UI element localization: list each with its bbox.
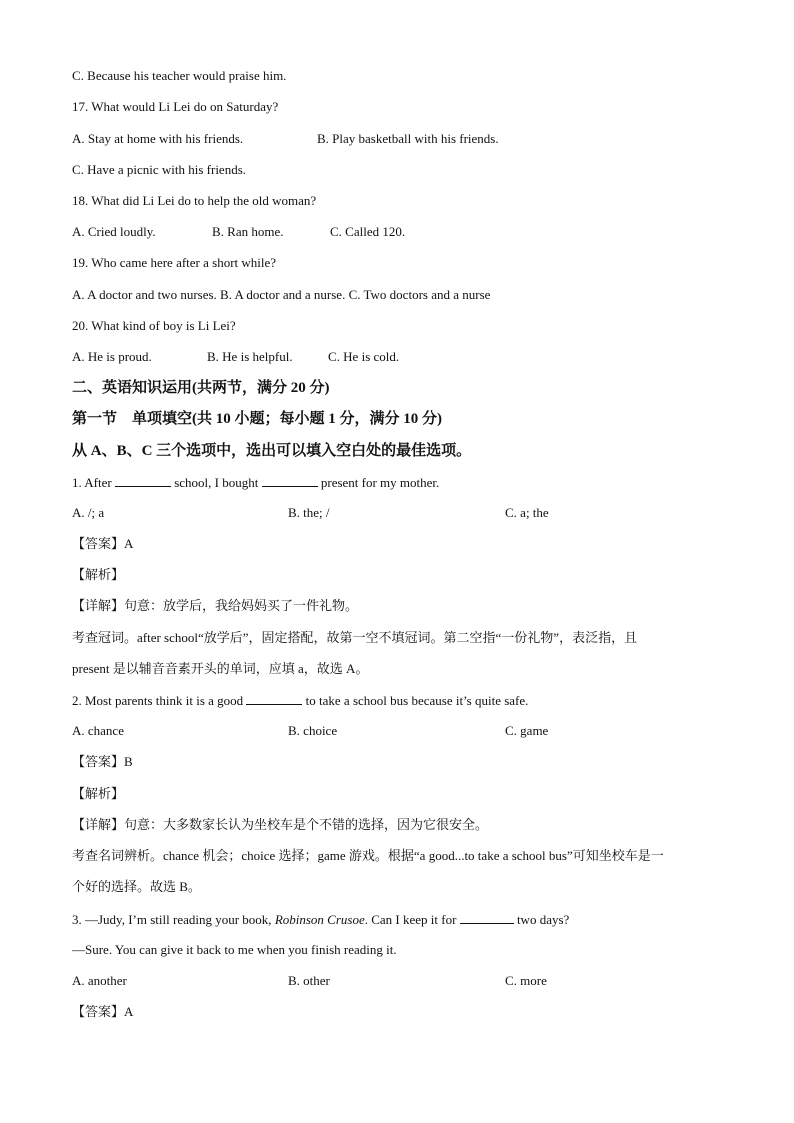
item1-blank-2: [262, 474, 318, 487]
item1-blank-1: [115, 474, 171, 487]
q18-option-b: B. Ran home.: [212, 224, 284, 239]
item2-options-row: [72, 723, 732, 739]
item2-detail-text: 句意：大多数家长认为坐校车是个不错的选择，因为它很安全。: [124, 817, 489, 832]
item3-options-row: [72, 973, 732, 989]
detail-tag: 【详解】: [72, 599, 125, 614]
item2-stem-part2: to take a school bus because it’s quite safe.: [305, 693, 529, 708]
q20-options-row: [72, 349, 732, 365]
item2-answer-value: B: [124, 754, 133, 769]
item2-stem: [72, 692, 528, 709]
q20-question: 20. What kind of boy is Li Lei?: [72, 318, 236, 333]
item2-blank: [246, 692, 302, 705]
q16-option-c: C. Because his teacher would praise him.: [72, 68, 287, 83]
item2-explain-line-1: 考查名词辨析。chance 机会；choice 选择；game 游戏。根据“a good...to take a school bus”可知坐校车是一: [72, 848, 664, 863]
q19-question: 19. Who came here after a short while?: [72, 255, 277, 270]
item1-answer: [72, 536, 133, 553]
q17-option-b: B. Play basketball with his friends.: [317, 131, 499, 146]
q17-options-row: [72, 131, 732, 147]
item3-blank: [460, 911, 514, 924]
q18-option-c: C. Called 120.: [330, 224, 406, 239]
item1-stem-part1: 1. After: [72, 475, 112, 490]
item1-options-row: [72, 505, 732, 521]
item1-option-a: A. /; a: [72, 505, 105, 520]
section-2-title: 二、英语知识运用(共两节，满分 20 分): [72, 380, 330, 396]
q17-option-c: C. Have a picnic with his friends.: [72, 162, 247, 177]
q17-option-a: A. Stay at home with his friends.: [72, 131, 244, 146]
item3-reply: —Sure. You can give it back to me when you finish reading it.: [72, 942, 397, 957]
item1-stem: [72, 474, 439, 491]
part-1-instruction: 从 A、B、C 三个选项中，选出可以填入空白处的最佳选项。: [72, 443, 472, 459]
item1-answer-value: A: [124, 536, 134, 551]
item1-option-c: C. a; the: [505, 505, 549, 520]
item3-book-title: Robinson Crusoe: [274, 912, 365, 927]
item3-answer: [72, 1004, 133, 1021]
answer-tag: 【答案】: [72, 755, 125, 770]
part-1-title: 第一节 单项填空(共 10 小题；每小题 1 分，满分 10 分): [72, 411, 442, 427]
item1-stem-part3: present for my mother.: [320, 475, 440, 490]
item2-detail: [72, 817, 488, 834]
item3-option-a: A. another: [72, 973, 127, 988]
detail-tag: 【详解】: [72, 818, 125, 833]
item3-option-b: B. other: [288, 973, 330, 988]
item1-stem-part2: school, I bought: [174, 475, 259, 490]
item3-stem: [72, 911, 569, 928]
item2-answer: [72, 754, 133, 771]
item3-stem-part2: . Can I keep it for: [364, 912, 457, 927]
item1-analysis: [72, 567, 124, 584]
item2-option-b: B. choice: [288, 723, 338, 738]
q17-question: 17. What would Li Lei do on Saturday?: [72, 99, 279, 114]
q18-option-a: A. Cried loudly.: [72, 224, 156, 239]
item3-stem-part3: two days?: [516, 912, 570, 927]
q18-options-row: [72, 224, 732, 240]
q20-option-a: A. He is proud.: [72, 349, 152, 364]
item3-answer-value: A: [124, 1004, 134, 1019]
item1-detail: [72, 598, 358, 615]
item3-stem-part1: 3. —Judy, I’m still reading your book,: [72, 912, 272, 927]
answer-tag: 【答案】: [72, 1005, 125, 1020]
analysis-tag: 【解析】: [72, 568, 125, 583]
q18-question: 18. What did Li Lei do to help the old woman?: [72, 193, 317, 208]
q19-options: A. A doctor and two nurses. B. A doctor and a nurse. C. Two doctors and a nurse: [72, 287, 491, 302]
item1-detail-text: 句意：放学后，我给妈妈买了一件礼物。: [124, 598, 359, 613]
item2-analysis: [72, 786, 124, 803]
item1-option-b: B. the; /: [288, 505, 330, 520]
item3-option-c: C. more: [505, 973, 547, 988]
item2-option-c: C. game: [505, 723, 549, 738]
q20-option-b: B. He is helpful.: [207, 349, 293, 364]
answer-tag: 【答案】: [72, 537, 125, 552]
item1-explain-line-1: 考查冠词。after school“放学后”，固定搭配，故第一空不填冠词。第二空指“一份礼物”，表泛指，且: [72, 630, 638, 645]
item2-option-a: A. chance: [72, 723, 124, 738]
analysis-tag: 【解析】: [72, 787, 125, 802]
item2-explain-line-2: 个好的选择。故选 B。: [72, 879, 201, 894]
q20-option-c: C. He is cold.: [328, 349, 400, 364]
item1-explain-line-2: present 是以辅音音素开头的单词，应填 a，故选 A。: [72, 661, 369, 676]
item2-stem-part1: 2. Most parents think it is a good: [72, 693, 244, 708]
